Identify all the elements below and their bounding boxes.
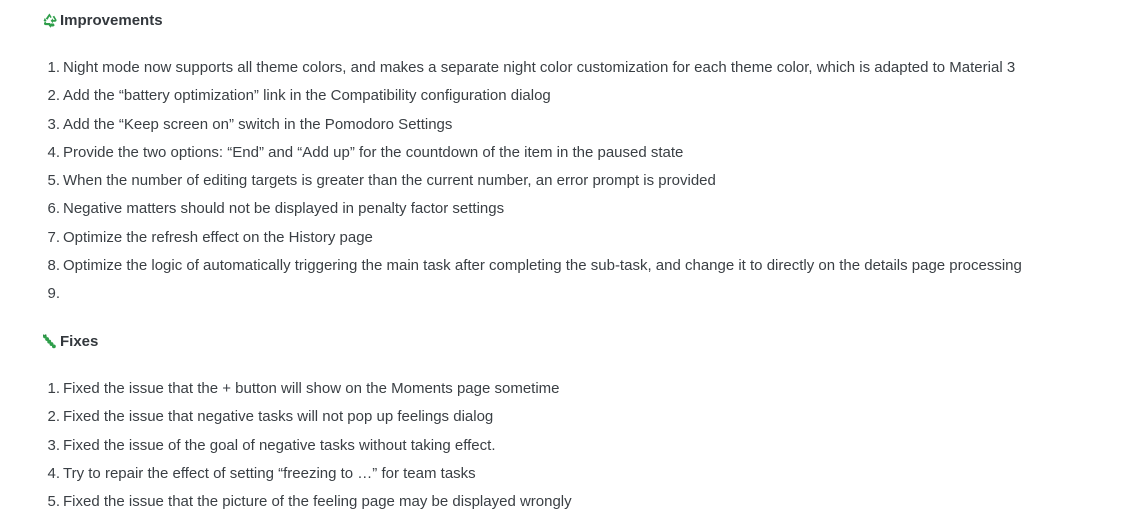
list-item — [0, 82, 1125, 110]
item-text: When the number of editing targets is greater than the current number, an error prompt is provided — [63, 172, 716, 189]
item-number: 1. — [47, 59, 60, 76]
item-text: Try to repair the effect of setting “freezing to …” for team tasks — [63, 464, 476, 482]
list-item — [0, 252, 1125, 280]
item-text: Provide the two options: “End” and “Add up” for the countdown of the item in the paused state — [63, 143, 684, 161]
list-item — [0, 280, 1125, 308]
item-text: Optimize the refresh effect on the History page — [63, 228, 373, 246]
list-item — [0, 432, 1125, 460]
item-number: 6. — [47, 200, 60, 218]
item-number: 7. — [47, 228, 60, 246]
item-number: 3. — [47, 436, 60, 454]
item-text: Fixed the issue that the picture of the feeling page may be displayed wrongly — [63, 493, 572, 510]
item-number: 2. — [47, 408, 60, 426]
item-text: Night mode now supports all theme colors, and makes a separate night color customization for each theme color, which is adapted to Material 3 — [63, 59, 1016, 76]
item-text: Optimize the logic of automatically triggering the main task after completing the sub-task, and change it to directly on the details page processing — [63, 256, 1022, 274]
item-text: Add the “battery optimization” link in the Compatibility configuration dialog — [63, 87, 551, 105]
item-number: 4. — [47, 143, 60, 161]
item-number: 1. — [47, 380, 60, 397]
list-item — [0, 139, 1125, 167]
improvements-heading — [40, 8, 163, 32]
list-item — [0, 375, 1125, 403]
item-text: Fixed the issue that negative tasks will not pop up feelings dialog — [63, 408, 494, 426]
section-title: Fixes — [60, 332, 99, 350]
item-number: 5. — [47, 172, 60, 189]
list-item — [0, 224, 1125, 252]
list-item — [0, 403, 1125, 431]
item-number: 3. — [47, 115, 60, 133]
fixes-heading — [40, 329, 98, 353]
list-item — [0, 111, 1125, 139]
fixes-list — [0, 375, 1125, 516]
item-number: 4. — [47, 464, 60, 482]
item-text: Negative matters should not be displayed in penalty factor settings — [63, 200, 505, 218]
list-item — [0, 460, 1125, 488]
section-title: Improvements — [60, 11, 163, 29]
item-text: Fixed the issue of the goal of negative tasks without taking effect. — [63, 436, 496, 454]
item-number: 5. — [47, 493, 60, 510]
list-item — [0, 54, 1125, 82]
list-item — [0, 167, 1125, 195]
item-number: 8. — [47, 256, 60, 274]
list-item — [0, 195, 1125, 223]
recycle-icon — [40, 11, 58, 29]
item-number: 2. — [47, 87, 60, 105]
item-text: Add the “Keep screen on” switch in the Pomodoro Settings — [63, 115, 453, 133]
bug-icon — [40, 332, 58, 350]
list-item — [0, 488, 1125, 516]
item-text: Fixed the issue that the + button will show on the Moments page sometime — [63, 380, 560, 397]
item-number: 9. — [47, 285, 60, 302]
improvements-list — [0, 54, 1125, 308]
